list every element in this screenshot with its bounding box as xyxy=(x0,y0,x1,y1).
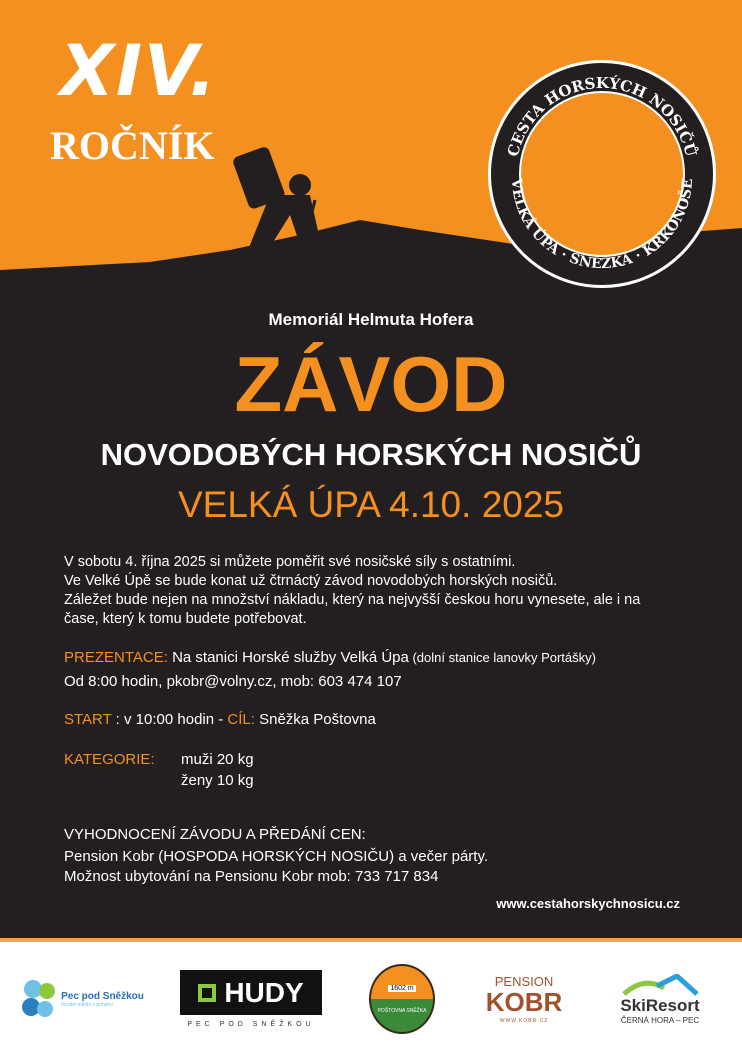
page-title: ZÁVOD xyxy=(234,340,508,428)
start-text: : v 10:00 hodin - xyxy=(111,711,228,728)
hudy-text: HUDY xyxy=(224,976,304,1008)
place-date: VELKÁ ÚPA 4.10. 2025 xyxy=(177,484,565,525)
prezentace-line xyxy=(64,649,596,666)
prezentace-note: (dolní stanice lanovky Portášky) xyxy=(408,650,596,665)
intro-line: Ve Velké Úpě se bude konat už čtrnáctý závod novodobých horských nosičů. xyxy=(64,573,558,589)
hudy-logo xyxy=(180,964,322,1034)
intro-text xyxy=(64,553,704,629)
subtitle: NOVODOBÝCH HORSKÝCH NOSIČŮ xyxy=(100,437,642,472)
results-line-1: Pension Kobr (HOSPODA HORSKÝCH NOSIČU) a večer párty. xyxy=(64,848,489,865)
intro-line: Záležet bude nejen na množství nákladu, který na nejvyšší českou horu vynesete, ale i na xyxy=(64,592,641,608)
hudy-subtitle: PEC POD SNĚŽKOU xyxy=(187,1021,315,1028)
finish-text: Sněžka Poštovna xyxy=(254,711,376,728)
edition-label: ROČNÍK xyxy=(50,123,215,168)
svg-text:CESTA HORSKÝCH NOSIČŮ: CESTA HORSKÝCH NOSIČŮ xyxy=(503,74,701,159)
sponsor-footer xyxy=(0,938,742,1050)
start-label: START xyxy=(64,711,112,728)
memorial-title: Memoriál Helmuta Hofera xyxy=(268,310,474,329)
prezentace-text: Na stanici Horské služby Velká Úpa xyxy=(167,649,409,666)
postovna-text: POŠTOVNA SNĚŽKA xyxy=(377,1007,427,1014)
contact-line: Od 8:00 hodin, pkobr@volny.cz, mob: 603 474 107 xyxy=(64,673,402,690)
kobr-pension-text: PENSION xyxy=(494,974,554,989)
category-women: ženy 10 kg xyxy=(181,772,254,789)
website-link[interactable]: www.cestahorskychnosicu.cz xyxy=(496,896,680,911)
kategorie-label: KATEGORIE: xyxy=(64,751,155,768)
pec-tagline: horské město v pohybu xyxy=(61,1001,113,1008)
intro-line: čase, který k tomu budete potřebovat. xyxy=(64,611,307,627)
finish-label: CÍL: xyxy=(227,711,255,728)
event-badge-logo xyxy=(488,60,716,288)
intro-line: V sobotu 4. října 2025 si můžete poměřit své nosičské síly s ostatními. xyxy=(64,554,516,570)
skiresort-logo xyxy=(610,964,710,1034)
ski-text: SkiResort xyxy=(620,995,700,1015)
pec-pod-snezkou-logo xyxy=(20,964,145,1034)
kobr-text: KOBR xyxy=(485,987,563,1017)
altitude-text: 1602 m xyxy=(390,984,414,992)
category-men: muži 20 kg xyxy=(181,751,254,768)
ski-subtitle: ČERNÁ HORA – PEC xyxy=(620,1015,700,1025)
mountain-icon xyxy=(619,974,701,996)
svg-text:VELKÁ ÚPA · SNĚŽKA · KRKONOŠE: VELKÁ ÚPA · SNĚŽKA · KRKONOŠE xyxy=(507,177,697,273)
prezentace-label: PREZENTACE: xyxy=(64,649,168,666)
category-label xyxy=(64,751,155,768)
clover-icon xyxy=(21,979,57,1019)
pec-text: Pec pod Sněžkou xyxy=(61,990,144,1002)
kobr-web: WWW.KOBR.CZ xyxy=(499,1018,549,1024)
results-label: VYHODNOCENÍ ZÁVODU A PŘEDÁNÍ CEN: xyxy=(64,826,366,843)
edition-number: XIV. xyxy=(60,30,218,112)
start-line xyxy=(64,711,376,728)
results-line-2: Možnost ubytování na Pensionu Kobr mob: 733 717 834 xyxy=(64,868,439,885)
postovna-snezka-logo xyxy=(367,964,437,1034)
pension-kobr-logo xyxy=(478,964,570,1034)
